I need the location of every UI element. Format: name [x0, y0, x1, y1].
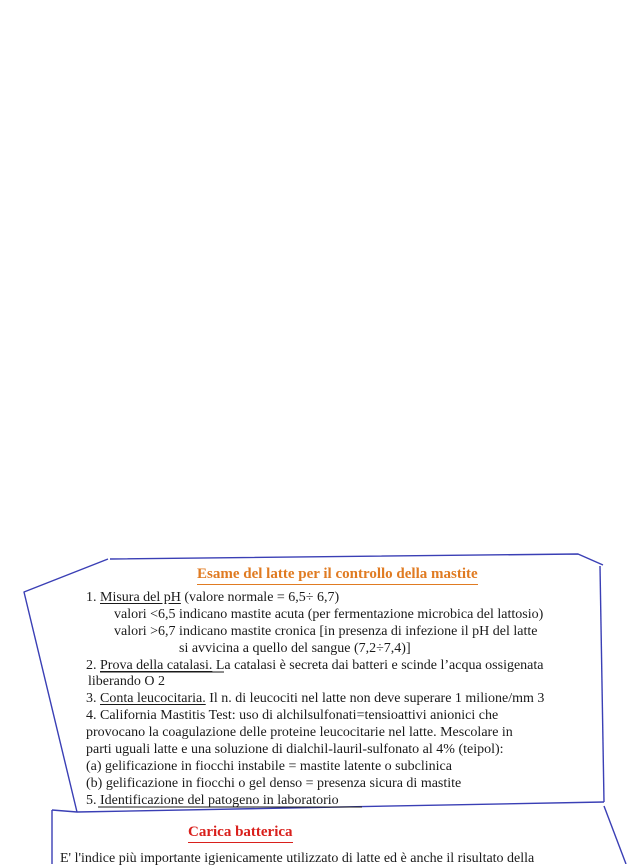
item-1-rest: (valore normale = 6,5÷ 6,7) — [180, 590, 340, 605]
item-4-line-4: (a) gelificazione in fiocchi instabile = mastite latente o subclinica — [86, 759, 452, 774]
item-1-sub-3: si avvicina a quello del sangue (7,2÷7,4)] — [179, 641, 411, 656]
frame2-right-edge — [604, 806, 626, 864]
frame-top-edge — [110, 554, 603, 565]
item-3-number: 3. — [86, 691, 97, 706]
item-1-number: 1. — [86, 590, 97, 605]
item-2-label: Prova della catalasi. — [100, 658, 213, 673]
item-3-rest: Il n. di leucociti nel latte non deve superare 1 milione/mm 3 — [205, 691, 545, 706]
item-2-line — [86, 657, 544, 674]
item-3-line — [86, 690, 544, 707]
frame-right-edge — [600, 566, 604, 802]
section-title-carica-batterica: Carica batterica — [188, 823, 293, 843]
section-2-partial-line: E' l'indice più importante igienicamente utilizzato di latte ed è anche il risultato della — [60, 851, 535, 866]
section-title-mastite: Esame del latte per il controllo della mastite — [197, 565, 478, 585]
item-2-rest: La catalasi è secreta dai batteri e scinde l’acqua ossigenata — [212, 658, 544, 673]
item-1-label: Misura del pH — [100, 590, 181, 605]
item-1-sub-2: valori >6,7 indicano mastite cronica [in presenza di infezione il pH del latte — [114, 624, 538, 639]
item-1-line — [86, 589, 339, 606]
item-3-label: Conta leucocitaria. — [100, 691, 206, 706]
item-4-line-1: 4. California Mastitis Test: uso di alchilsulfonati=tensioattivi anionici che — [86, 708, 499, 723]
item-5-label: Identificazione del patogeno in laboratorio — [100, 793, 339, 808]
item-2-number: 2. — [86, 658, 97, 673]
item-4-line-2: provocano la coagulazione delle proteine leucocitarie nel latte. Mescolare in — [86, 725, 513, 740]
item-5-number: 5. — [86, 793, 97, 808]
item-5-line — [86, 792, 339, 809]
item-1-sub-1: valori <6,5 indicano mastite acuta (per fermentazione microbica del lattosio) — [114, 607, 544, 622]
frame2-top-line — [52, 810, 77, 812]
item-4-line-3: parti uguali latte e una soluzione di dialchil-lauril-sulfonato al 4% (teipol): — [86, 742, 504, 757]
item-4-line-5: (b) gelificazione in fiocchi o gel denso = presenza sicura di mastite — [86, 776, 462, 791]
item-2-continuation: liberando O 2 — [88, 674, 165, 689]
